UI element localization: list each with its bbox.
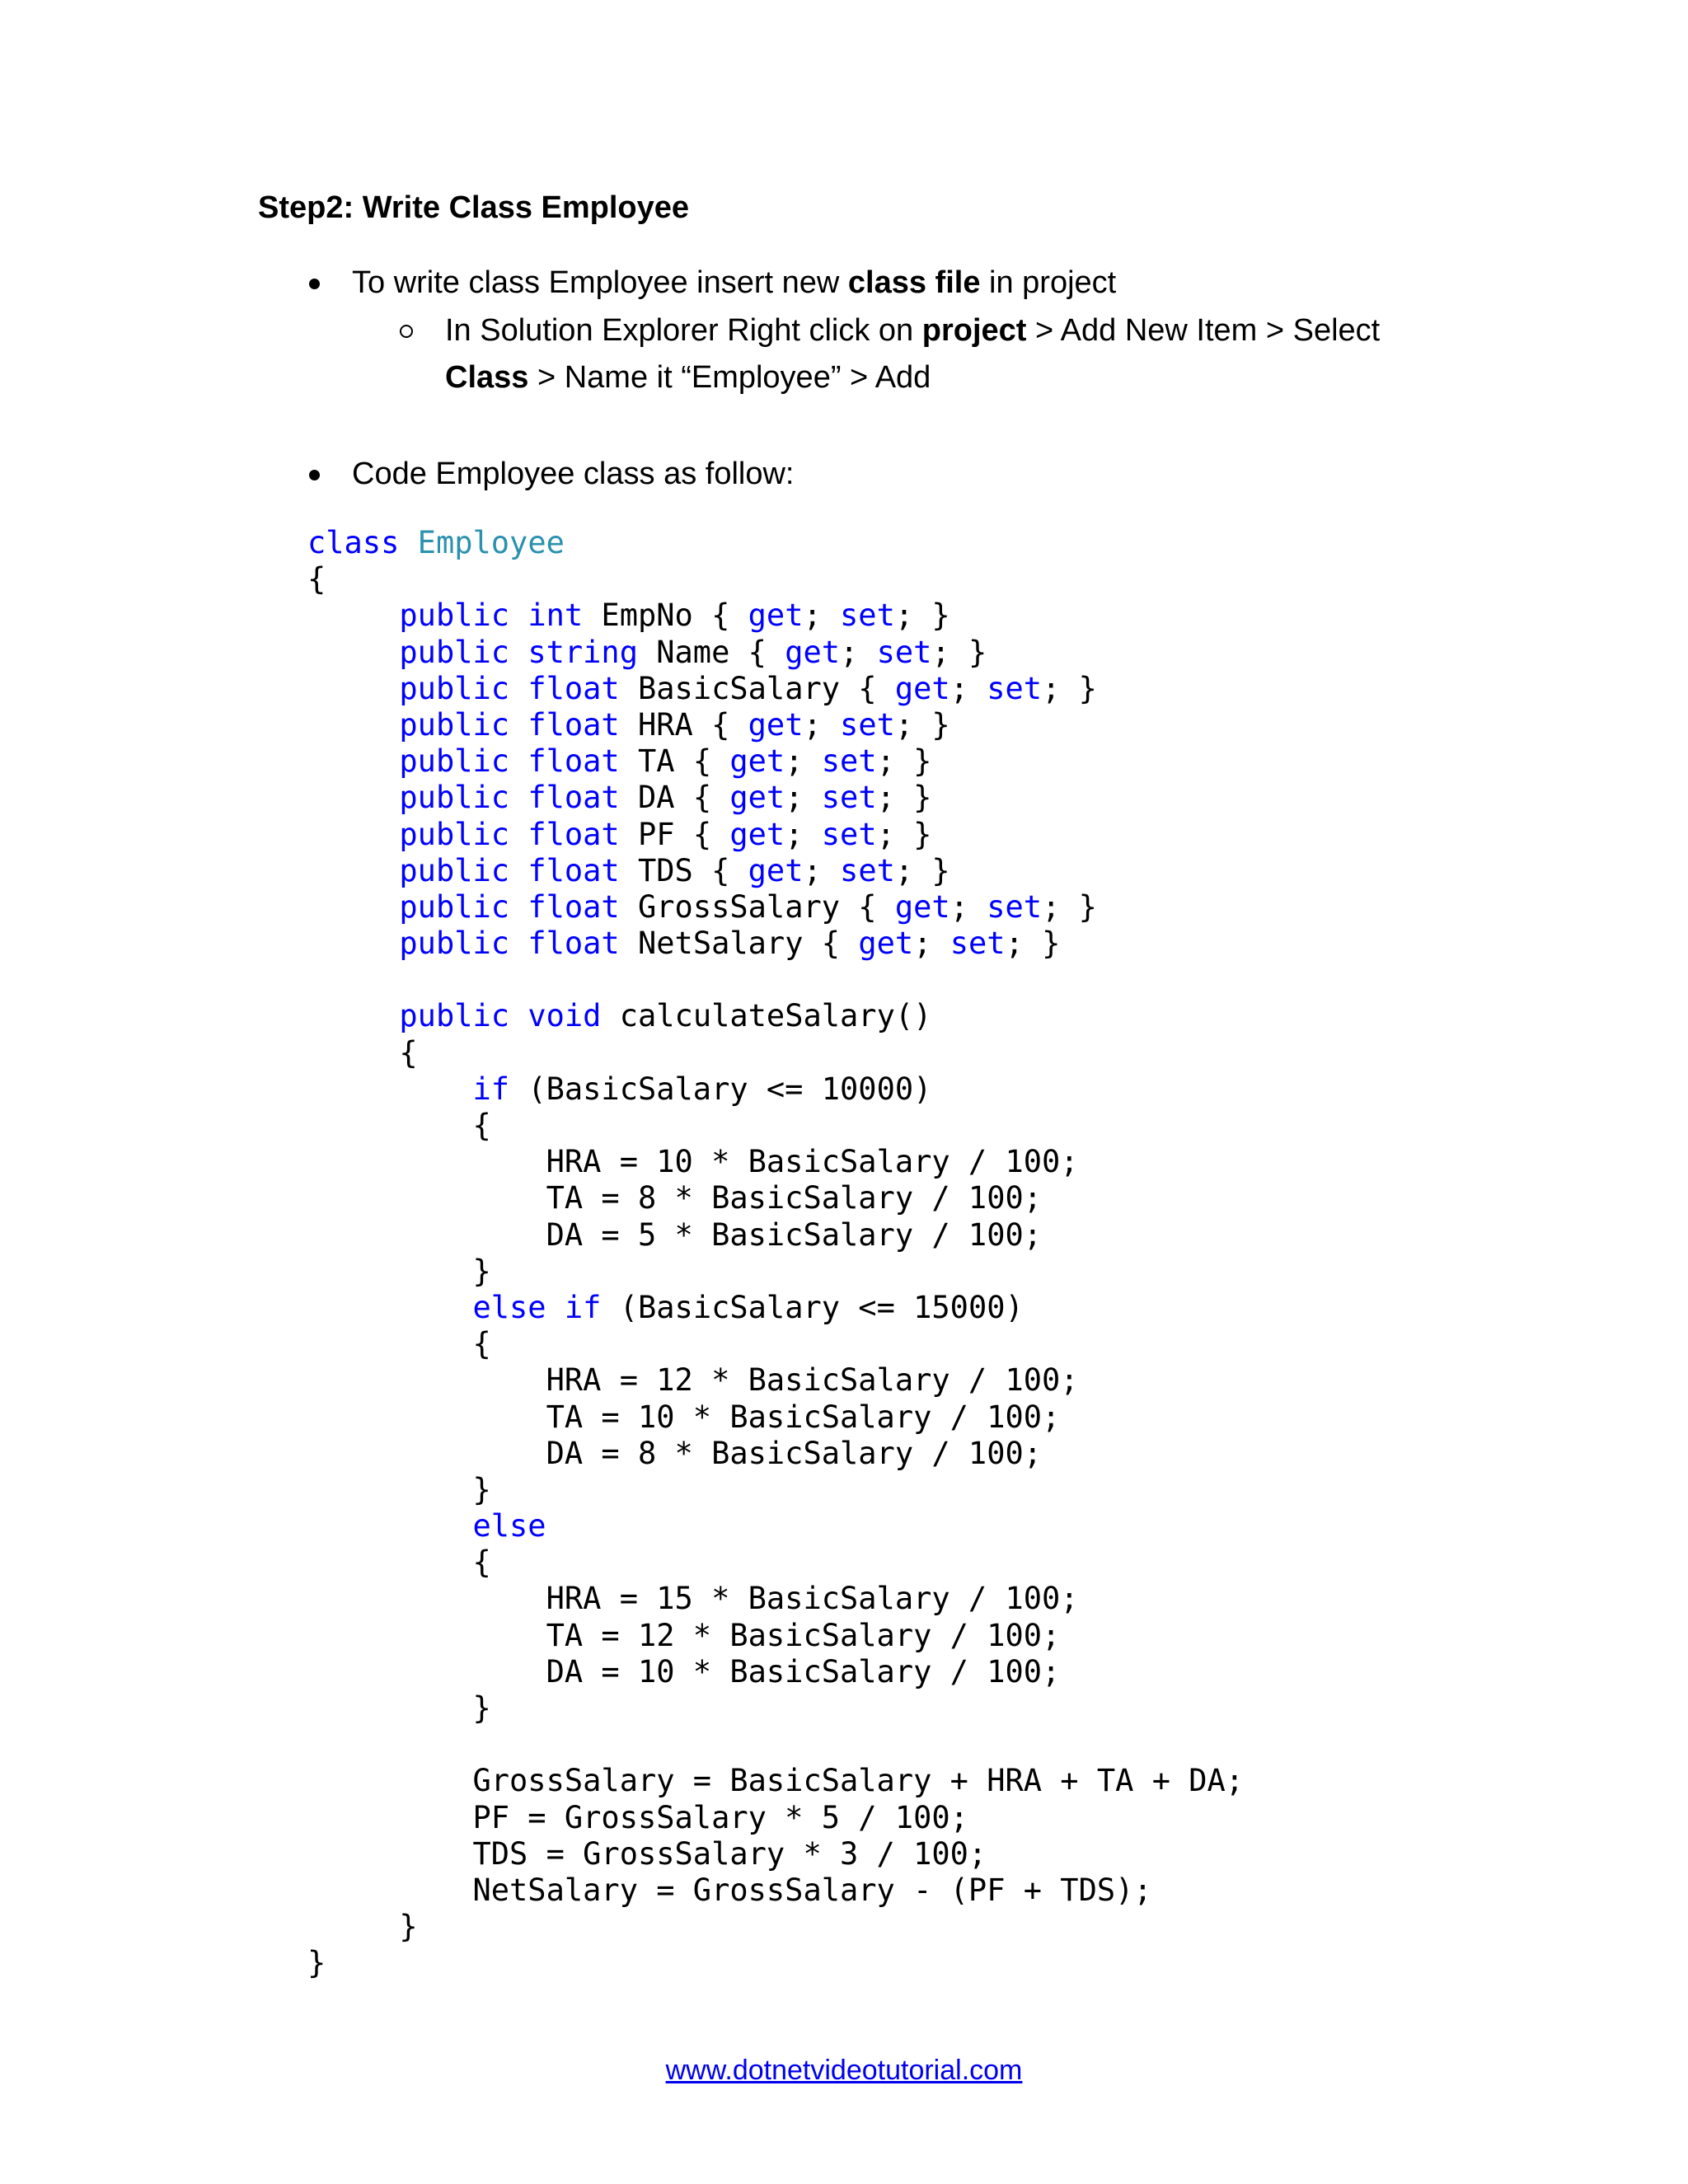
code-text: TA { xyxy=(619,743,730,780)
code-text xyxy=(509,998,528,1033)
code-text: } xyxy=(307,1945,326,1981)
code-text: ; } xyxy=(1042,888,1097,925)
code-text: DA = 10 * BasicSalary / 100; xyxy=(307,1653,1061,1690)
code-text: NetSalary { xyxy=(619,926,859,962)
code-text xyxy=(307,1290,472,1325)
code-text: HRA = 15 * BasicSalary / 100; xyxy=(307,1581,1079,1617)
code-text: DA = 5 * BasicSalary / 100; xyxy=(307,1216,1043,1253)
code-line xyxy=(307,525,1244,561)
code-keyword: void xyxy=(528,998,602,1034)
code-keyword: float xyxy=(528,852,620,888)
code-text xyxy=(307,743,399,779)
bullet-text-pre: To write class Employee insert new xyxy=(352,265,848,300)
code-text: NetSalary = GrossSalary - (PF + TDS); xyxy=(307,1872,1152,1908)
code-text: } xyxy=(307,1471,491,1507)
website-footer-link[interactable]: www.dotnetvideotutorial.com xyxy=(665,2055,1023,2086)
code-keyword: public xyxy=(399,998,510,1034)
sub-bullet-solution-explorer-line1 xyxy=(445,307,1380,354)
code-line xyxy=(307,1436,1244,1472)
code-text xyxy=(509,780,528,815)
code-line xyxy=(307,1909,1244,1945)
code-text: TA = 8 * BasicSalary / 100; xyxy=(307,1180,1043,1216)
code-text xyxy=(509,853,528,888)
sub-bullet-text-bold: project xyxy=(921,313,1027,348)
code-text: GrossSalary { xyxy=(619,888,895,925)
code-line xyxy=(307,743,1244,780)
code-text: } xyxy=(307,1690,491,1726)
code-line xyxy=(307,1800,1244,1836)
code-text: EmpNo { xyxy=(583,598,748,634)
bullet-insert-class-file xyxy=(352,259,1116,307)
code-text: HRA = 12 * BasicSalary / 100; xyxy=(307,1362,1079,1399)
code-keyword: get xyxy=(894,888,950,925)
code-text: TA = 10 * BasicSalary / 100; xyxy=(307,1399,1061,1435)
code-keyword: set xyxy=(950,926,1006,962)
code-line xyxy=(307,598,1244,634)
bullet-text: Code Employee class as follow: xyxy=(352,457,795,491)
code-keyword: float xyxy=(528,670,620,706)
code-keyword: public xyxy=(399,670,510,706)
code-keyword: float xyxy=(528,743,620,780)
code-text xyxy=(307,926,399,961)
code-text: DA { xyxy=(619,780,730,816)
code-line xyxy=(307,1254,1244,1290)
code-keyword: get xyxy=(894,670,950,706)
code-text: ; xyxy=(803,852,841,888)
code-text: ; xyxy=(785,780,822,816)
code-text: BasicSalary { xyxy=(619,670,895,706)
code-text xyxy=(307,853,399,888)
code-keyword: public xyxy=(399,926,510,962)
code-line xyxy=(307,926,1244,962)
code-text: ; xyxy=(803,706,841,743)
code-text xyxy=(307,998,399,1033)
sub-bullet-text-post: > Add New Item > Select xyxy=(1026,313,1381,348)
code-line xyxy=(307,1763,1244,1799)
code-line xyxy=(307,1362,1244,1399)
code-text xyxy=(509,817,528,852)
bullet-icon xyxy=(309,279,320,289)
code-text: Name { xyxy=(637,634,785,670)
code-text: } xyxy=(307,1253,491,1289)
code-text: ; xyxy=(840,634,877,670)
code-line xyxy=(307,1581,1244,1617)
code-text: (BasicSalary <= 15000) xyxy=(601,1289,1024,1325)
code-text: TDS { xyxy=(619,852,748,888)
code-line xyxy=(307,998,1244,1034)
code-text: ; } xyxy=(1005,926,1061,962)
code-text xyxy=(307,635,399,670)
code-keyword: get xyxy=(858,926,914,962)
sub-bullet-solution-explorer-line2 xyxy=(445,354,931,401)
code-line xyxy=(307,1654,1244,1690)
code-keyword: public xyxy=(399,598,510,634)
sub-bullet-icon xyxy=(400,325,413,338)
code-line xyxy=(307,1290,1244,1326)
bullet-text-post: in project xyxy=(980,265,1117,300)
code-text: ; xyxy=(785,743,822,780)
code-text xyxy=(307,1508,472,1544)
code-keyword: float xyxy=(528,706,620,743)
code-text: ; } xyxy=(894,852,950,888)
code-keyword: set xyxy=(821,743,877,780)
code-keyword: public xyxy=(399,852,510,888)
code-line xyxy=(307,1872,1244,1909)
code-keyword: public xyxy=(399,743,510,780)
code-text: TDS = GrossSalary * 3 / 100; xyxy=(307,1835,987,1872)
code-line xyxy=(307,817,1244,853)
code-line xyxy=(307,561,1244,598)
code-keyword: get xyxy=(729,780,785,816)
code-keyword: set xyxy=(987,888,1043,925)
code-keyword: public xyxy=(399,816,510,852)
code-keyword: float xyxy=(528,888,620,925)
code-text: ; xyxy=(803,598,841,634)
code-keyword: else xyxy=(472,1289,546,1325)
code-line xyxy=(307,1690,1244,1727)
code-text xyxy=(509,743,528,779)
code-line xyxy=(307,1472,1244,1508)
code-keyword: get xyxy=(729,816,785,852)
bullet-icon xyxy=(309,470,320,480)
code-keyword: float xyxy=(528,780,620,816)
code-keyword: get xyxy=(748,852,804,888)
code-text: ; xyxy=(950,888,987,925)
code-text: HRA { xyxy=(619,706,748,743)
code-keyword: get xyxy=(729,743,785,780)
code-keyword: int xyxy=(528,598,584,634)
code-text xyxy=(307,1071,472,1107)
code-line xyxy=(307,1144,1244,1180)
code-keyword: set xyxy=(840,706,895,743)
code-text: ; } xyxy=(876,743,932,780)
code-keyword: set xyxy=(821,816,877,852)
code-line xyxy=(307,1217,1244,1254)
code-text: calculateSalary() xyxy=(601,998,932,1034)
code-text xyxy=(307,671,399,706)
code-text xyxy=(509,707,528,743)
bullet-code-employee xyxy=(352,450,794,498)
code-text: ; } xyxy=(894,706,950,743)
code-keyword: if xyxy=(472,1071,510,1107)
code-text: { xyxy=(307,1034,418,1071)
code-text: HRA = 10 * BasicSalary / 100; xyxy=(307,1144,1079,1180)
code-keyword: else xyxy=(472,1508,546,1544)
code-keyword: set xyxy=(876,634,932,670)
code-line xyxy=(307,1035,1244,1071)
code-text xyxy=(509,671,528,706)
code-text: DA = 8 * BasicSalary / 100; xyxy=(307,1435,1043,1471)
bullet-text-bold: class file xyxy=(847,265,981,300)
step-heading: Step2: Write Class Employee xyxy=(258,190,690,225)
code-line xyxy=(307,1071,1244,1108)
code-line xyxy=(307,1108,1244,1144)
code-line xyxy=(307,635,1244,671)
code-keyword: string xyxy=(528,634,638,670)
code-text xyxy=(399,525,417,560)
code-text xyxy=(509,635,528,670)
code-keyword: public xyxy=(399,888,510,925)
code-text: ; } xyxy=(876,816,932,852)
code-keyword: public xyxy=(399,780,510,816)
code-text: (BasicSalary <= 10000) xyxy=(509,1071,932,1107)
code-text: ; xyxy=(785,816,822,852)
sub-bullet-line2-post: > Name it “Employee” > Add xyxy=(528,360,931,395)
code-text: ; } xyxy=(931,634,987,670)
code-text: ; xyxy=(913,926,950,962)
code-line xyxy=(307,1836,1244,1872)
code-line xyxy=(307,671,1244,707)
code-text xyxy=(307,817,399,852)
code-keyword: set xyxy=(987,670,1043,706)
code-text xyxy=(307,707,399,743)
code-block xyxy=(307,525,1244,1982)
code-text: { xyxy=(307,1108,491,1143)
code-line xyxy=(307,1508,1244,1544)
code-text: { xyxy=(307,1326,491,1362)
code-text xyxy=(307,889,399,925)
code-keyword: set xyxy=(840,598,895,634)
code-keyword: set xyxy=(821,780,877,816)
code-text: PF { xyxy=(619,816,730,852)
code-text xyxy=(509,598,528,633)
code-keyword: if xyxy=(564,1289,602,1325)
code-line xyxy=(307,780,1244,816)
code-keyword: get xyxy=(785,634,841,670)
code-line xyxy=(307,1544,1244,1581)
code-text: { xyxy=(307,561,326,598)
code-type-name: Employee xyxy=(417,525,565,560)
code-text xyxy=(509,889,528,925)
code-keyword: class xyxy=(307,525,400,560)
code-keyword: public xyxy=(399,706,510,743)
code-keyword: set xyxy=(840,852,895,888)
code-text xyxy=(509,926,528,961)
code-line xyxy=(307,1618,1244,1654)
code-text xyxy=(546,1290,565,1325)
code-text: GrossSalary = BasicSalary + HRA + TA + DA; xyxy=(307,1763,1245,1799)
code-line xyxy=(307,1399,1244,1436)
code-text: ; xyxy=(950,670,987,706)
code-text: { xyxy=(307,1544,491,1581)
code-line xyxy=(307,1180,1244,1216)
code-line xyxy=(307,962,1244,998)
code-text: ; } xyxy=(876,780,932,816)
code-text: ; } xyxy=(1042,670,1097,706)
code-text xyxy=(307,598,399,633)
code-keyword: float xyxy=(528,816,620,852)
code-keyword: float xyxy=(528,926,620,962)
code-line xyxy=(307,889,1244,926)
code-text: } xyxy=(307,1909,418,1945)
sub-bullet-text-pre: In Solution Explorer Right click on xyxy=(445,313,922,348)
code-line xyxy=(307,1727,1244,1763)
code-keyword: public xyxy=(399,634,510,670)
code-text: PF = GrossSalary * 5 / 100; xyxy=(307,1799,968,1835)
sub-bullet-line2-bold: Class xyxy=(445,360,529,395)
code-text: TA = 12 * BasicSalary / 100; xyxy=(307,1617,1061,1653)
code-text: ; } xyxy=(894,598,950,634)
code-line xyxy=(307,853,1244,889)
code-line xyxy=(307,707,1244,743)
code-keyword: get xyxy=(748,598,804,634)
code-line xyxy=(307,1945,1244,1981)
code-text xyxy=(307,780,399,815)
code-line xyxy=(307,1326,1244,1362)
code-keyword: get xyxy=(748,706,804,743)
